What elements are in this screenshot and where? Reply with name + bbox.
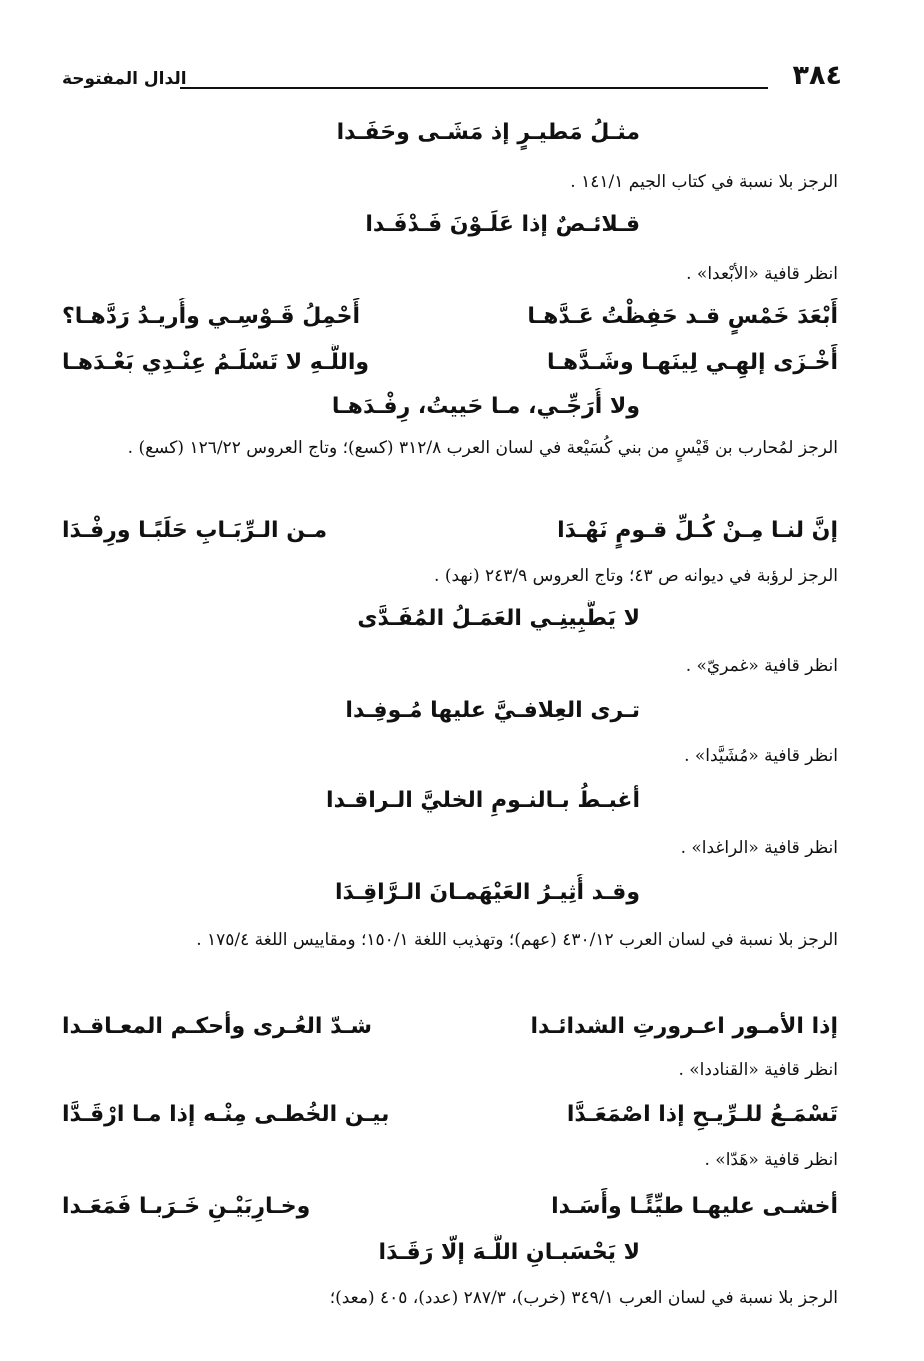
citation-note: انظر قافية «الراغدا» . xyxy=(680,838,838,858)
page-number: ٣٨٤ xyxy=(792,60,842,91)
header-rule xyxy=(180,87,768,89)
verse: تـرى العِلافـيَّ عليها مُـوفِـدا xyxy=(345,698,640,723)
verse: مثـلُ مَطيـرٍ إذ مَشَـى وحَفَـدا xyxy=(336,120,640,145)
citation-note: انظر قافية «الأبْعدا» . xyxy=(686,264,838,284)
verse-second-hemistich: وخـارِبَيْـنِ خَـرَبـا فَمَعَـدا xyxy=(62,1194,311,1219)
verse-first-hemistich: أَخْـزَى إلهِـي لِينَهـا وشَـدَّهـا xyxy=(547,350,838,375)
verse: لا يَطَّبِينِـي العَمَـلُ المُفَـدَّى xyxy=(357,606,640,631)
verse-first-hemistich: أخشـى عليهـا طيِّئًـا وأَسَـدا xyxy=(551,1194,838,1219)
verse-first-hemistich: تَسْمَـعُ للـرِّيـحِ إذا اصْمَعَـدَّا xyxy=(566,1102,838,1127)
citation-note: الرجز بلا نسبة في لسان العرب ٤٣٠/١٢ (عهم)؛ وتهذيب اللغة ١٥٠/١؛ ومقاييس اللغة ١٧٥/٤ . xyxy=(196,930,838,950)
page-header xyxy=(62,60,842,96)
running-title: الدال المفتوحة xyxy=(62,69,187,89)
verse: أغبـطُ بـالنـومِ الخليَّ الـراقـدا xyxy=(326,788,640,813)
verse-second-hemistich: شـدّ العُـرى وأحكـم المعـاقـدا xyxy=(62,1014,372,1039)
citation-note: انظر قافية «القناددا» . xyxy=(678,1060,838,1080)
verse-second-hemistich: بيـن الخُطـى مِنْـه إذا مـا ارْقَـدَّا xyxy=(62,1102,390,1127)
verse-first-hemistich: إذا الأمـور اعـرورتِ الشدائـدا xyxy=(530,1014,838,1039)
citation-note: الرجز لمُحارب بن قَيْسٍ من بني كُسَيْعة في لسان العرب ٣١٢/٨ (كسع)؛ وتاج العروس ١٢٦/٢٢ (كسع) . xyxy=(127,438,838,458)
verse-first-hemistich: أَبْعَدَ خَمْسٍ قـد حَفِظْتُ عَـدَّهـا xyxy=(527,304,838,329)
citation-note: انظر قافية «مُشَيَّدا» . xyxy=(684,746,838,766)
citation-note: الرجز لرؤبة في ديوانه ص ٤٣؛ وتاج العروس ٢٤٣/٩ (نهد) . xyxy=(434,566,838,586)
verse-second-hemistich: أَحْمِلُ قَـوْسِـي وأُريـدُ رَدَّهـا؟ xyxy=(62,304,361,329)
citation-note: انظر قافية «هَدّا» . xyxy=(704,1150,838,1170)
verse-first-hemistich: إنَّ لنـا مِـنْ كُـلِّ قـومٍ نَهْـدَا xyxy=(557,518,838,543)
citation-note: انظر قافية «غمريّ» . xyxy=(685,656,838,676)
verse: وقـد أُثِيـرُ العَيْهَمـانَ الـرَّاقِـدَا xyxy=(334,880,640,905)
verse-second-hemistich: مـن الـرِّبَـابِ حَلَبًـا ورِفْـدَا xyxy=(62,518,328,543)
verse: قـلائـصٌ إذا عَلَـوْنَ فَـدْفَـدا xyxy=(365,212,640,237)
citation-note: الرجز بلا نسبة في كتاب الجيم ١٤١/١ . xyxy=(570,172,838,192)
citation-note: الرجز بلا نسبة في لسان العرب ٣٤٩/١ (خرب)، ٢٨٧/٣ (عدد)، ٤٠٥ (معد)؛ xyxy=(329,1288,838,1308)
verse-second-hemistich: واللَّـهِ لا تَسْلَـمُ عِنْـدِي بَعْـدَهـا xyxy=(62,350,370,375)
verse: لا يَحْسَبـانِ اللَّـهَ إلّا رَقَـدَا xyxy=(378,1240,640,1265)
verse: ولا أُرَجِّـي، مـا حَييتُ، رِفْـدَهـا xyxy=(331,394,640,419)
